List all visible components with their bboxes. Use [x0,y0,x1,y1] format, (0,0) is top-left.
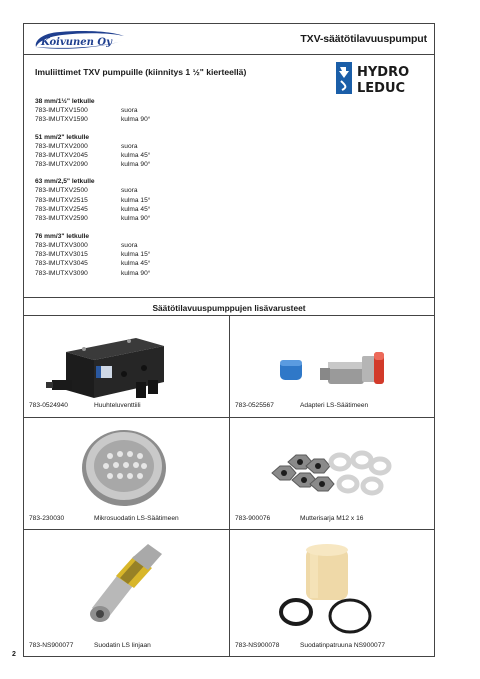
group-title: 38 mm/1½" letkulle [35,98,95,105]
accessory-name: Mutterisarja M12 x 16 [300,515,364,522]
svg-text:LEDUC: LEDUC [357,81,406,95]
hydro-leduc-logo [336,61,426,95]
accessory-caption [29,515,179,522]
accessory-caption [235,642,385,649]
group-title: 76 mm/3" letkulle [35,232,90,240]
list-item: 783-IMUTXV2545 kulma 45° [35,206,151,214]
page-number: 2 [12,651,16,658]
accessory-code: 783-NS900078 [235,642,280,649]
list-item: 783-IMUTXV1500 suora [35,107,138,114]
header [24,24,434,55]
accessories-title: Säätötilavuuspumppujen lisävarusteet [152,303,306,313]
accessory-card [24,530,229,657]
accessory-code: 783-NS900077 [29,642,74,649]
micro-filter-image [24,418,229,518]
fitting-group [35,133,235,170]
fittings-list [35,97,235,286]
accessory-caption [235,515,363,522]
list-item: 783-IMUTXV2090 kulma 90° [35,161,151,169]
inline-filter-image [24,530,229,645]
accessory-name: Suodatin LS linjaan [94,642,151,649]
fitting-group [35,232,235,278]
accessory-code: 783-0524940 [29,402,68,409]
section-title: Imuliittimet TXV pumpuille (kiinnitys 1 ½" kierteellä) [35,67,247,77]
document-title: TXV-säätötilavuuspumput [300,33,427,45]
list-item: 783-IMUTXV2515 kulma 15° [35,196,151,204]
list-item: 783-IMUTXV2500 suora [35,187,138,195]
accessory-card [24,316,229,417]
list-item: 783-IMUTXV3015 kulma 15° [35,250,151,258]
accessory-card [230,530,435,657]
accessory-caption [235,402,368,409]
accessory-code: 783-900076 [235,515,271,522]
flush-valve-image [24,316,229,406]
list-item: 783-IMUTXV2045 kulma 45° [35,151,151,159]
svg-text:Koivunen Oy: Koivunen Oy [41,37,112,48]
accessory-card [24,418,229,529]
accessory-caption [29,402,141,409]
page-frame [23,23,435,657]
koivunen-logo [32,28,128,52]
accessory-code: 783-0525567 [235,402,274,409]
list-item: 783-IMUTXV3045 kulma 45° [35,260,151,268]
accessory-name: Mikrosuodatin LS-Säätimeen [94,515,179,522]
filter-cartridge-image [230,530,435,645]
adapter-image [230,316,435,406]
accessory-card [230,316,435,417]
accessory-name: Huuhteluventtiili [94,402,141,409]
fitting-group [35,97,235,125]
nut-set-image [230,418,435,518]
section-divider [24,297,434,298]
accessory-name: Suodatinpatruuna NS900077 [300,642,386,649]
accessory-card [230,418,435,529]
list-item: 783-IMUTXV3090 kulma 90° [35,269,151,277]
list-item: 783-IMUTXV2590 kulma 90° [35,215,151,223]
list-item: 783-IMUTXV2000 suora [35,142,138,150]
accessory-name: Adapteri LS-Säätimeen [300,402,369,409]
group-title: 51 mm/2" letkulle [35,133,90,141]
list-item: 783-IMUTXV1590 kulma 90° [35,116,151,124]
accessory-code: 783-230030 [29,515,65,522]
svg-text:HYDRO: HYDRO [357,65,410,80]
accessory-caption [29,642,151,649]
fitting-group [35,177,235,223]
group-title: 63 mm/2,5" letkulle [35,178,95,186]
list-item: 783-IMUTXV3000 suora [35,241,138,249]
